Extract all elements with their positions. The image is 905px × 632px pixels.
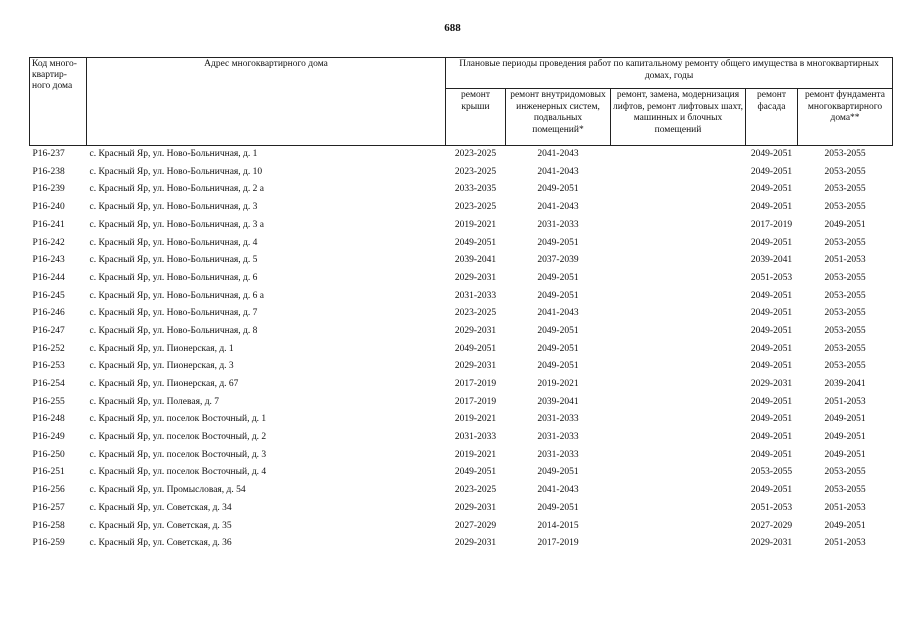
cell-foundation: 2049-2051 [824,219,866,230]
cell-code: P16-259 [32,538,65,549]
cell-address: с. Красный Яр, ул. Советская, д. 35 [89,520,232,531]
cell-code: P16-251 [32,467,65,478]
cell-foundation: 2053-2055 [824,361,866,372]
cell-facade: 2049-2051 [750,166,793,177]
cell-foundation: 2053-2055 [824,290,866,301]
cell-address: с. Красный Яр, ул. поселок Восточный, д. 3 [89,449,267,460]
cell-foundation: 2053-2055 [824,308,866,319]
cell-address: с. Красный Яр, ул. Ново-Больничная, д. 4 [89,237,258,248]
cell-address: с. Красный Яр, ул. Ново-Больничная, д. 6 [89,272,258,283]
cell-systems: 2031-2033 [537,414,579,425]
table-row [30,234,893,252]
cell-roof: 2029-2031 [454,502,497,513]
cell-address: с. Красный Яр, ул. Ново-Больничная, д. 8 [89,325,258,336]
cell-lifts [611,500,746,518]
cell-foundation: 2053-2055 [824,467,866,478]
cell-facade: 2039-2041 [750,255,793,266]
cell-foundation: 2051-2053 [824,538,866,549]
table-row [30,164,893,182]
cell-address: с. Красный Яр, ул. Ново-Больничная, д. 7 [89,308,258,319]
cell-roof: 2019-2021 [454,219,497,230]
cell-systems: 2049-2051 [537,325,579,336]
cell-systems: 2039-2041 [537,396,579,407]
cell-roof: 2019-2021 [454,414,497,425]
cell-code: P16-254 [32,379,65,390]
cell-foundation: 2049-2051 [824,520,866,531]
cell-lifts [611,394,746,412]
table-row [30,376,893,394]
cell-foundation: 2053-2055 [824,184,866,195]
cell-facade: 2049-2051 [750,184,793,195]
cell-foundation: 2049-2051 [824,414,866,425]
cell-roof: 2031-2033 [454,432,497,443]
cell-systems: 2041-2043 [537,149,579,160]
cell-foundation: 2053-2055 [824,202,866,213]
cell-roof: 2049-2051 [454,343,497,354]
cell-code: P16-242 [32,237,65,248]
cell-facade: 2029-2031 [750,379,793,390]
cell-foundation: 2053-2055 [824,272,866,283]
cell-lifts [611,323,746,341]
table-row [30,217,893,235]
cell-lifts [611,429,746,447]
cell-systems: 2019-2021 [537,379,579,390]
cell-foundation: 2053-2055 [824,237,866,248]
cell-foundation: 2051-2053 [824,502,866,513]
cell-roof: 2033-2035 [454,184,497,195]
cell-systems: 2041-2043 [537,485,579,496]
header-facade: ремонт фасада [746,89,798,146]
cell-systems: 2031-2033 [537,219,579,230]
cell-roof: 2039-2041 [454,255,497,266]
cell-code: P16-248 [32,414,65,425]
cell-code: P16-256 [32,485,65,496]
cell-address: с. Красный Яр, ул. Ново-Больничная, д. 2 а [89,184,264,195]
cell-facade: 2049-2051 [750,449,793,460]
table-body [30,146,893,553]
cell-address: с. Красный Яр, ул. Полевая, д. 7 [89,396,220,407]
cell-lifts [611,199,746,217]
cell-foundation: 2039-2041 [824,379,866,390]
cell-roof: 2023-2025 [454,202,497,213]
cell-systems: 2031-2033 [537,432,579,443]
table-row [30,429,893,447]
cell-lifts [611,341,746,359]
cell-facade: 2049-2051 [750,432,793,443]
cell-roof: 2023-2025 [454,166,497,177]
cell-roof: 2023-2025 [454,485,497,496]
table-row [30,146,893,164]
cell-facade: 2049-2051 [750,237,793,248]
cell-code: P16-238 [32,166,65,177]
cell-address: с. Красный Яр, ул. Ново-Больничная, д. 5 [89,255,258,266]
cell-lifts [611,535,746,553]
cell-code: P16-247 [32,325,65,336]
cell-code: P16-240 [32,202,65,213]
cell-facade: 2051-2053 [750,502,793,513]
cell-roof: 2049-2051 [454,467,497,478]
table-row [30,288,893,306]
cell-foundation: 2053-2055 [824,485,866,496]
table-row [30,341,893,359]
cell-facade: 2049-2051 [750,396,793,407]
cell-code: P16-249 [32,432,65,443]
cell-roof: 2017-2019 [454,396,497,407]
cell-address: с. Красный Яр, ул. Пионерская, д. 1 [89,343,234,354]
cell-systems: 2049-2051 [537,502,579,513]
cell-facade: 2017-2019 [750,219,793,230]
cell-facade: 2049-2051 [750,325,793,336]
cell-systems: 2049-2051 [537,272,579,283]
table-row [30,535,893,553]
cell-facade: 2049-2051 [750,361,793,372]
header-foundation: ремонт фундамента многоквартирного дома** [798,89,893,146]
cell-code: P16-245 [32,290,65,301]
cell-roof: 2019-2021 [454,449,497,460]
cell-code: P16-258 [32,520,65,531]
cell-foundation: 2053-2055 [824,343,866,354]
cell-facade: 2049-2051 [750,343,793,354]
cell-systems: 2017-2019 [537,538,579,549]
cell-systems: 2049-2051 [537,467,579,478]
cell-address: с. Красный Яр, ул. Промысловая, д. 54 [89,485,246,496]
cell-foundation: 2053-2055 [824,149,866,160]
table-row [30,482,893,500]
cell-address: с. Красный Яр, ул. Советская, д. 34 [89,502,232,513]
cell-systems: 2031-2033 [537,449,579,460]
cell-systems: 2049-2051 [537,237,579,248]
cell-lifts [611,234,746,252]
cell-code: P16-257 [32,502,65,513]
cell-systems: 2041-2043 [537,308,579,319]
cell-facade: 2029-2031 [750,538,793,549]
cell-facade: 2051-2053 [750,272,793,283]
cell-lifts [611,517,746,535]
cell-roof: 2023-2025 [454,308,497,319]
cell-foundation: 2053-2055 [824,166,866,177]
table-row [30,500,893,518]
page-number: 688 [444,22,461,34]
cell-lifts [611,447,746,465]
cell-code: P16-255 [32,396,65,407]
cell-code: P16-244 [32,272,65,283]
cell-facade: 2049-2051 [750,414,793,425]
cell-systems: 2049-2051 [537,361,579,372]
cell-systems: 2041-2043 [537,166,579,177]
cell-address: с. Красный Яр, ул. Пионерская, д. 3 [89,361,234,372]
cell-lifts [611,482,746,500]
cell-address: с. Красный Яр, ул. Пионерская, д. 67 [89,379,239,390]
cell-lifts [611,376,746,394]
cell-roof: 2029-2031 [454,272,497,283]
cell-lifts [611,288,746,306]
cell-roof: 2029-2031 [454,538,497,549]
cell-systems: 2041-2043 [537,202,579,213]
cell-systems: 2049-2051 [537,290,579,301]
header-address: Адрес многоквартирного дома [87,58,446,146]
cell-lifts [611,411,746,429]
cell-code: P16-241 [32,219,65,230]
table-row [30,199,893,217]
cell-address: с. Красный Яр, ул. Ново-Больничная, д. 6 а [89,290,264,301]
cell-facade: 2049-2051 [750,290,793,301]
cell-address: с. Красный Яр, ул. поселок Восточный, д. 1 [89,414,267,425]
header-lifts: ремонт, замена, модернизация лифтов, ремонт лифтовых шахт, машинных и блочных помещений [611,89,746,146]
cell-lifts [611,181,746,199]
table-row [30,181,893,199]
cell-systems: 2049-2051 [537,343,579,354]
cell-facade: 2049-2051 [750,202,793,213]
cell-roof: 2031-2033 [454,290,497,301]
cell-address: с. Красный Яр, ул. Ново-Больничная, д. 10 [89,166,263,177]
table-header [30,58,893,146]
cell-lifts [611,305,746,323]
cell-code: P16-237 [32,149,65,160]
cell-code: P16-239 [32,184,65,195]
cell-address: с. Красный Яр, ул. Ново-Больничная, д. 3 [89,202,258,213]
cell-code: P16-246 [32,308,65,319]
schedule-sheet [29,57,892,553]
table-row [30,464,893,482]
cell-lifts [611,146,746,164]
cell-code: P16-253 [32,361,65,372]
cell-roof: 2029-2031 [454,325,497,336]
cell-roof: 2017-2019 [454,379,497,390]
table-row [30,517,893,535]
cell-systems: 2014-2015 [537,520,579,531]
cell-lifts [611,358,746,376]
table-row [30,394,893,412]
table-row [30,411,893,429]
cell-address: с. Красный Яр, ул. поселок Восточный, д. 4 [89,467,267,478]
cell-address: с. Красный Яр, ул. поселок Восточный, д. 2 [89,432,267,443]
table-row [30,447,893,465]
cell-code: P16-252 [32,343,65,354]
cell-address: с. Красный Яр, ул. Ново-Больничная, д. 1 [89,149,258,160]
cell-lifts [611,270,746,288]
cell-roof: 2029-2031 [454,361,497,372]
table-row [30,323,893,341]
header-periods: Плановые периоды проведения работ по капитальному ремонту общего имущества в многоквартирных домах, годы [446,58,893,89]
cell-foundation: 2051-2053 [824,255,866,266]
cell-roof: 2027-2029 [454,520,497,531]
cell-facade: 2049-2051 [750,308,793,319]
header-code: Код много-квартир-ного дома [30,58,87,146]
cell-lifts [611,252,746,270]
cell-address: с. Красный Яр, ул. Советская, д. 36 [89,538,232,549]
cell-foundation: 2049-2051 [824,449,866,460]
table-row [30,305,893,323]
header-systems: ремонт внутридомовых инженерных систем, подвальных помещений* [506,89,611,146]
cell-lifts [611,164,746,182]
cell-code: P16-243 [32,255,65,266]
cell-roof: 2049-2051 [454,237,497,248]
table-row [30,252,893,270]
table-row [30,358,893,376]
cell-facade: 2027-2029 [750,520,793,531]
cell-systems: 2037-2039 [537,255,579,266]
cell-lifts [611,464,746,482]
cell-foundation: 2053-2055 [824,325,866,336]
cell-address: с. Красный Яр, ул. Ново-Больничная, д. 3 а [89,219,264,230]
cell-facade: 2049-2051 [750,485,793,496]
cell-facade: 2049-2051 [750,149,793,160]
cell-systems: 2049-2051 [537,184,579,195]
header-roof: ремонт крыши [446,89,506,146]
cell-facade: 2053-2055 [750,467,793,478]
cell-roof: 2023-2025 [454,149,497,160]
cell-code: P16-250 [32,449,65,460]
repair-schedule-table [29,57,893,553]
table-row [30,270,893,288]
cell-foundation: 2049-2051 [824,432,866,443]
cell-lifts [611,217,746,235]
cell-foundation: 2051-2053 [824,396,866,407]
